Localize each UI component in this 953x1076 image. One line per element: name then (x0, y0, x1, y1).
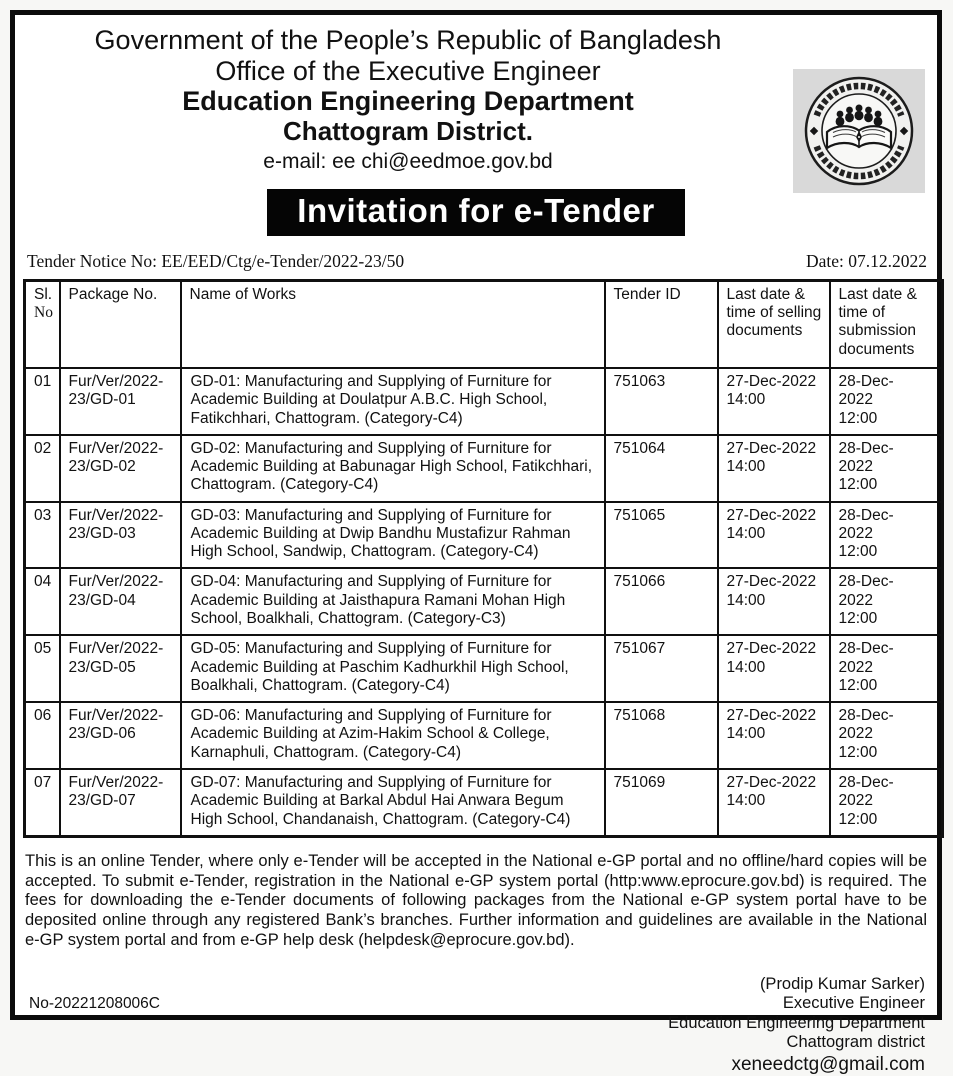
table-row (25, 368, 943, 435)
invitation-banner: Invitation for e-Tender (267, 189, 684, 236)
cell-selling-date: 27-Dec-2022 14:00 (718, 702, 830, 769)
cell-tender-id: 751063 (605, 368, 718, 435)
table-row (25, 635, 943, 702)
cell-package-no: Fur/Ver/2022-23/GD-04 (60, 568, 181, 635)
column-header-submission-date: Last date & time of submission documents (830, 280, 943, 368)
table-row (25, 435, 943, 502)
notice-date: Date: 07.12.2022 (805, 250, 927, 271)
column-header-tender-id: Tender ID (605, 280, 718, 368)
cell-tender-id: 751064 (605, 435, 718, 502)
cell-selling-date: 27-Dec-2022 14:00 (718, 568, 830, 635)
cell-selling-date: 27-Dec-2022 14:00 (718, 368, 830, 435)
cell-submission-date: 28-Dec-2022 12:00 (830, 702, 943, 769)
cell-package-no: Fur/Ver/2022-23/GD-01 (60, 368, 181, 435)
cell-submission-date: 28-Dec-2022 12:00 (830, 635, 943, 702)
cell-submission-date: 28-Dec-2022 12:00 (830, 568, 943, 635)
banner-row (23, 189, 929, 236)
table-row (25, 568, 943, 635)
cell-name-of-works: GD-02: Manufacturing and Supplying of Furniture for Academic Building at Babunagar High School, Fatikchhari, Chattogram. (Category-C4) (181, 435, 605, 502)
cell-submission-date: 28-Dec-2022 12:00 (830, 435, 943, 502)
cell-submission-date: 28-Dec-2022 12:00 (830, 368, 943, 435)
cell-name-of-works: GD-03: Manufacturing and Supplying of Furniture for Academic Building at Dwip Bandhu Mustafizur Rahman High School, Sandwip, Chattogram. (Category-C4) (181, 502, 605, 569)
cell-tender-id: 751067 (605, 635, 718, 702)
government-title: Government of the People’s Republic of Bangladesh (94, 25, 722, 55)
office-title: Office of the Executive Engineer (215, 56, 601, 87)
cell-tender-id: 751065 (605, 502, 718, 569)
cell-sl-no: 05 (25, 635, 60, 702)
cell-submission-date: 28-Dec-2022 12:00 (830, 502, 943, 569)
cell-tender-id: 751066 (605, 568, 718, 635)
cell-name-of-works: GD-05: Manufacturing and Supplying of Furniture for Academic Building at Paschim Kadhurkhil High School, Boalkhali, Chattogram. (Category-C4) (181, 635, 605, 702)
document-header (23, 25, 929, 236)
table-header-row (25, 280, 943, 368)
cell-selling-date: 27-Dec-2022 14:00 (718, 502, 830, 569)
cell-package-no: Fur/Ver/2022-23/GD-03 (60, 502, 181, 569)
signatory-name: (Prodip Kumar Sarker) (759, 974, 925, 993)
district-title: Chattogram District. (283, 115, 533, 146)
cell-selling-date: 27-Dec-2022 14:00 (718, 635, 830, 702)
column-header-selling-date: Last date & time of selling documents (718, 280, 830, 368)
tender-notice-number: Tender Notice No: EE/EED/Ctg/e-Tender/2022-23/50 (27, 250, 405, 271)
table-row (25, 702, 943, 769)
tender-table (23, 279, 944, 838)
signatory-email: xeneedctg@gmail.com (731, 1053, 925, 1075)
cell-selling-date: 27-Dec-2022 14:00 (718, 435, 830, 502)
cell-package-no: Fur/Ver/2022-23/GD-06 (60, 702, 181, 769)
cell-package-no: Fur/Ver/2022-23/GD-07 (60, 769, 181, 836)
header-text-block (25, 25, 791, 174)
department-seal-icon (793, 69, 925, 193)
department-title: Education Engineering Department (182, 86, 634, 117)
table-row (25, 502, 943, 569)
signatory-department: Education Engineering Department (668, 1013, 925, 1032)
terms-paragraph: This is an online Tender, where only e-Tender will be accepted in the National e-GP portal and no offline/hard copies will be accepted. To submit e-Tender, registration in the National e-GP system portal (http:www.eprocure.gov.bd) is required. The fees for downloading the e-Tender documents of following packages from the National e-GP system portal have to be deposited online through any registered Bank’s branches. Further information and guidelines are available in the National e-GP system portal and from e-GP help desk (helpdesk@eprocure.gov.bd). (25, 851, 927, 950)
cell-selling-date: 27-Dec-2022 14:00 (718, 769, 830, 836)
column-header-package-no: Package No. (60, 280, 181, 368)
column-header-sl-no: Sl. No (25, 280, 60, 368)
table-row (25, 769, 943, 836)
cell-name-of-works: GD-07: Manufacturing and Supplying of Furniture for Academic Building at Barkal Abdul Hai Anwara Begum High School, Chandanaish, Chattogram. (Category-C4) (181, 769, 605, 836)
cell-sl-no: 04 (25, 568, 60, 635)
cell-tender-id: 751069 (605, 769, 718, 836)
cell-sl-no: 06 (25, 702, 60, 769)
signatory-district: Chattogram district (786, 1033, 925, 1052)
cell-sl-no: 07 (25, 769, 60, 836)
cell-package-no: Fur/Ver/2022-23/GD-02 (60, 435, 181, 502)
document-reference-number: No-20221208006C (29, 995, 160, 1012)
signature-block (23, 975, 925, 1076)
cell-sl-no: 03 (25, 502, 60, 569)
cell-name-of-works: GD-06: Manufacturing and Supplying of Furniture for Academic Building at Azim-Hakim School & College, Karnaphuli, Chattogram. (Category-C4) (181, 702, 605, 769)
column-header-name-of-works: Name of Works (181, 280, 605, 368)
cell-name-of-works: GD-04: Manufacturing and Supplying of Furniture for Academic Building at Jaisthapura Ramani Mohan High School, Boalkhali, Chattogram. (Category-C3) (181, 568, 605, 635)
tender-table-body (25, 368, 943, 836)
cell-sl-no: 01 (25, 368, 60, 435)
cell-name-of-works: GD-01: Manufacturing and Supplying of Furniture for Academic Building at Doulatpur A.B.C. High School, Fatikchhari, Chattogram. (Category-C4) (181, 368, 605, 435)
signatory-title: Executive Engineer (782, 994, 925, 1013)
office-email: e-mail: ee chi@eedmoe.gov.bd (263, 149, 553, 173)
cell-package-no: Fur/Ver/2022-23/GD-05 (60, 635, 181, 702)
cell-sl-no: 02 (25, 435, 60, 502)
document-frame (10, 10, 942, 1075)
cell-submission-date: 28-Dec-2022 12:00 (830, 769, 943, 836)
cell-tender-id: 751068 (605, 702, 718, 769)
notice-row (27, 251, 927, 272)
